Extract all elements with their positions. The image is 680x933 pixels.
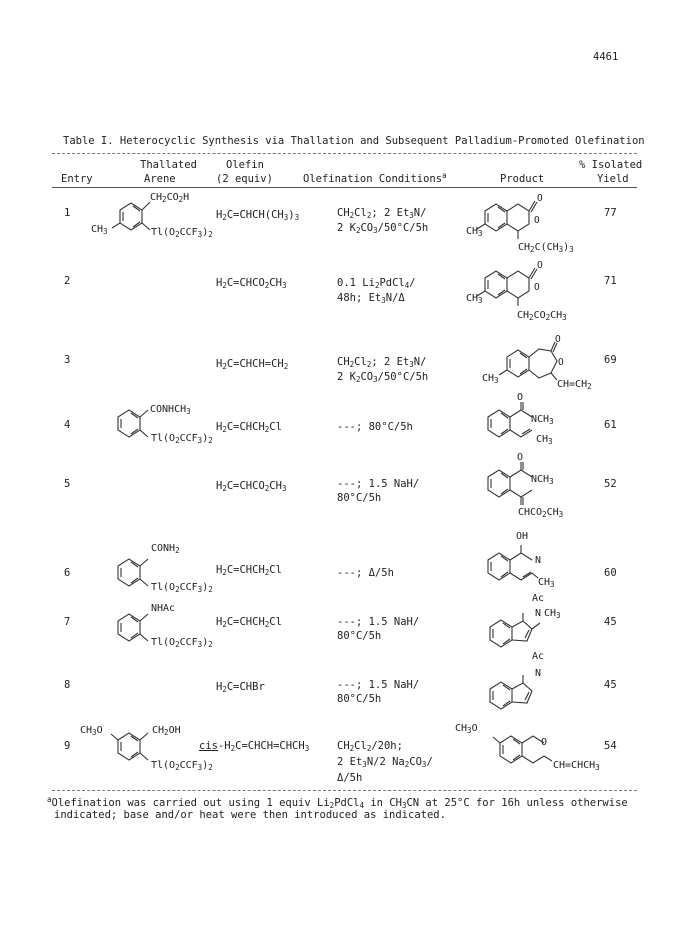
arene-thallium-group: $Tl(O_2CCF_3)_2$ [151, 582, 213, 594]
header-conditions: Olefination Conditions$^a$ [303, 171, 447, 185]
product-methyl: $CH_3$ [536, 434, 553, 446]
yield-value: 69 [604, 354, 617, 366]
header-olefin-line2: (2 equiv) [216, 173, 273, 185]
header-yield-line1: % Isolated [579, 159, 643, 171]
header-product: Product [500, 173, 545, 185]
arene-methyl: $CH_3$ [91, 224, 108, 236]
olefin-cell: $H_2C=CHCO_2CH_3$ [216, 277, 287, 290]
conditions-line2: 2 $Et_3N/2$ $Na_2CO_3/$ [337, 756, 433, 769]
entry-number: 6 [64, 567, 71, 579]
page-number: 4461 [593, 51, 619, 63]
product-substituent: $CH=CHCH_3$ [553, 760, 600, 772]
arene-methoxy: $CH_3O$ [80, 725, 103, 737]
product-5-structure [478, 457, 578, 512]
yield-value: 60 [604, 567, 617, 579]
olefin-cell: $H_2C=CHCH_2Cl$ [216, 616, 282, 629]
table-bottom-rule [52, 790, 637, 791]
header-entry: Entry [61, 173, 93, 185]
product-1-structure [475, 193, 575, 248]
svg-text:O: O [558, 357, 564, 368]
conditions-line1: $CH_2Cl_2/20h$; [337, 740, 403, 753]
header-arene-line1: Thallated [140, 159, 197, 171]
product-methyl: $CH_3$ [466, 293, 483, 305]
entry-number: 7 [64, 616, 71, 628]
product-hydroxyl: OH [516, 531, 529, 542]
product-6-structure [478, 540, 578, 595]
product-n-methyl: $NCH_3$ [531, 474, 554, 486]
header-bottom-rule [52, 187, 637, 188]
conditions-line2: 80°C/5h [337, 492, 382, 504]
conditions-line2: 2 $K_2CO_3/50^\circ C/5h$ [337, 371, 429, 384]
product-ring-nitrogen: N [535, 555, 542, 566]
svg-text:O: O [534, 215, 540, 226]
product-methyl: $CH_3$ [482, 373, 499, 385]
conditions-line1: 0.1 $Li_2PdCl_4/$ [337, 277, 416, 290]
product-substituent: $CH_2CO_2CH_3$ [517, 310, 567, 322]
yield-value: 77 [604, 207, 617, 219]
olefin-cell: $H_2C=CHCH_2Cl$ [216, 421, 282, 434]
thallated-arene-6-structure [110, 551, 170, 611]
conditions-line2: 48h; $Et_3N/\Delta$ [337, 292, 405, 305]
product-ring-oxygen: O [517, 452, 524, 463]
yield-value: 61 [604, 419, 617, 431]
arene-thallium-group: $Tl(O_2CCF_3)_2$ [151, 637, 213, 649]
product-n-methyl: $NCH_3$ [531, 414, 554, 426]
conditions-line1: ---; 80°C/5h [337, 421, 413, 433]
conditions-line2: 80°C/5h [337, 693, 382, 705]
arene-thallium-group: $Tl(O_2CCF_3)_2$ [151, 760, 213, 772]
product-substituent: $CH=CH_2$ [557, 379, 592, 391]
entry-number: 1 [64, 207, 71, 219]
product-ring-oxygen: O [541, 737, 548, 748]
entry-number: 4 [64, 419, 71, 431]
svg-text:O: O [537, 260, 543, 271]
arene-thallium-group: $Tl(O_2CCF_3)_2$ [151, 433, 213, 445]
yield-value: 52 [604, 478, 617, 490]
olefin-cell: $H_2C=CHBr$ [216, 681, 265, 694]
olefin-cell: $H_2C=CHCH_2Cl$ [216, 564, 282, 577]
conditions-line1: ---; 1.5 NaH/ [337, 679, 420, 691]
product-acetyl: Ac [532, 651, 545, 662]
entry-number: 2 [64, 275, 71, 287]
thallated-arene-7-structure [110, 606, 170, 666]
entry-number: 3 [64, 354, 71, 366]
olefin-cell: $H_2C=CHCO_2CH_3$ [216, 480, 287, 493]
header-olefin-line1: Olefin [226, 159, 264, 171]
svg-text:O: O [537, 193, 543, 204]
arene-substituent-top: $CH_2OH$ [152, 725, 181, 737]
product-methoxy: $CH_3O$ [455, 723, 478, 735]
product-2-structure [475, 260, 575, 315]
conditions-line1: $CH_2Cl_2$; 2 $Et_3N/$ [337, 207, 427, 220]
footnote-line1: $^a$Olefination was carried out using 1 equiv $Li_2PdCl_4$ in $CH_3CN$ at 25°C for 16h unless otherwise [47, 795, 628, 810]
product-ring-nitrogen: N [535, 608, 542, 619]
header-yield-line2: Yield [597, 173, 629, 185]
footnote-line2: indicated; base and/or heat were then introduced as indicated. [54, 809, 446, 821]
entry-number: 9 [64, 740, 71, 752]
entry-number: 5 [64, 478, 71, 490]
yield-value: 45 [604, 679, 617, 691]
product-methyl: $CH_3$ [466, 226, 483, 238]
product-substituent: $CHCO_2CH_3$ [518, 507, 564, 519]
product-ring-nitrogen: N [535, 668, 542, 679]
header-conditions-footnote-mark: a [442, 171, 447, 180]
conditions-line1: ---; 1.5 NaH/ [337, 616, 420, 628]
product-4-structure [478, 397, 578, 452]
svg-text:O: O [555, 334, 561, 345]
conditions-line1: ---; 1.5 NaH/ [337, 478, 420, 490]
product-methyl: $CH_3$ [544, 608, 561, 620]
conditions-line1: ---; Δ/5h [337, 567, 394, 579]
product-substituent: $CH_2C(CH_3)_3$ [518, 242, 574, 254]
conditions-line1: $CH_2Cl_2$; 2 $Et_3N/$ [337, 356, 427, 369]
arene-substituent-top: $CONHCH_3$ [150, 404, 191, 416]
conditions-line2: 2 $K_2CO_3/50^\circ C/5h$ [337, 222, 429, 235]
table-caption: Table I. Heterocyclic Synthesis via Thallation and Subsequent Palladium-Promoted Olefination [63, 135, 645, 147]
olefin-cell: $H_2C=CHCH=CH_2$ [216, 358, 289, 371]
footnote-mark: a [47, 795, 52, 804]
arene-substituent-top: $CONH_2$ [151, 543, 180, 555]
conditions-line2: 80°C/5h [337, 630, 382, 642]
conditions-line3: Δ/5h [337, 772, 363, 784]
arene-substituent-top: $CH_2CO_2H$ [150, 192, 190, 204]
arene-thallium-group: $Tl(O_2CCF_3)_2$ [151, 227, 213, 239]
product-ring-oxygen: O [517, 392, 524, 403]
arene-substituent-top: NHAc [151, 603, 176, 614]
svg-text:O: O [534, 282, 540, 293]
yield-value: 54 [604, 740, 617, 752]
yield-value: 45 [604, 616, 617, 628]
entry-number: 8 [64, 679, 71, 691]
product-acetyl: Ac [532, 593, 545, 604]
header-arene-line2: Arene [144, 173, 176, 185]
yield-value: 71 [604, 275, 617, 287]
olefin-cell: cis-$H_2C=CHCH=CHCH_3$ [199, 740, 310, 753]
olefin-cell: $H_2C=CHCH(CH_3)_3$ [216, 209, 300, 222]
product-methyl: $CH_3$ [538, 577, 555, 589]
table-top-rule [52, 153, 637, 154]
